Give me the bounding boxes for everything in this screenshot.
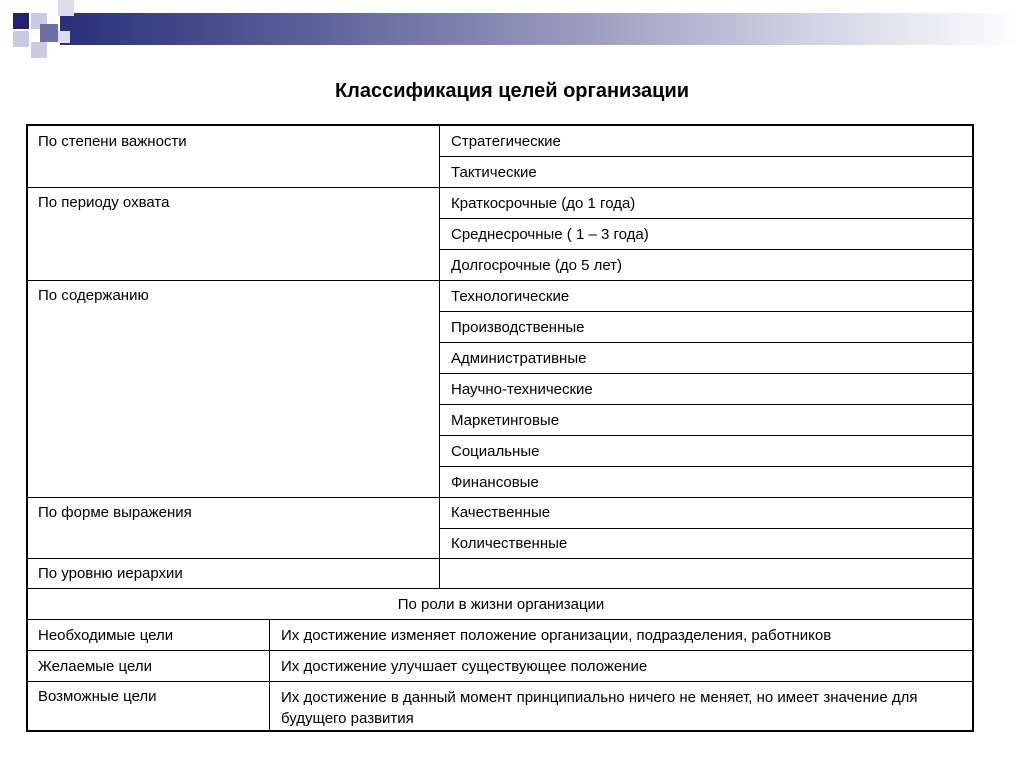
- classification-table: [26, 124, 974, 732]
- group-value: Научно-технические: [451, 381, 593, 398]
- deco-square-mid: [40, 24, 58, 42]
- row-divider: [439, 466, 974, 467]
- group-value: Социальные: [451, 443, 540, 460]
- group-divider: [28, 681, 974, 682]
- deco-square-light: [31, 42, 47, 58]
- header-decoration: [0, 0, 1024, 60]
- group-value: Долгосрочные (до 5 лет): [451, 257, 623, 274]
- group-value: Качественные: [451, 504, 551, 521]
- group-label: По степени важности: [38, 133, 187, 150]
- row-divider: [439, 404, 974, 405]
- group-divider: [28, 588, 974, 589]
- page-title: Классификация целей организации: [334, 80, 690, 102]
- group-divider: [28, 497, 974, 498]
- group-divider: [28, 650, 974, 651]
- row-divider: [439, 311, 974, 312]
- deco-square-light: [58, 31, 70, 43]
- group-label: По содержанию: [38, 287, 149, 304]
- group-divider: [28, 280, 974, 281]
- deco-square-light: [58, 0, 74, 16]
- column-divider: [269, 619, 270, 732]
- group-value: Финансовые: [451, 474, 539, 491]
- group-value: Стратегические: [451, 133, 561, 150]
- row-divider: [439, 156, 974, 157]
- row-divider: [439, 373, 974, 374]
- group-value: Производственные: [451, 319, 585, 336]
- role-name: Необходимые цели: [38, 627, 174, 644]
- row-divider: [439, 435, 974, 436]
- group-divider: [28, 558, 974, 559]
- group-label: По уровню иерархии: [38, 565, 183, 582]
- group-value: Маркетинговые: [451, 412, 560, 429]
- group-label: По форме выражения: [38, 504, 192, 521]
- group-value: Технологические: [451, 288, 570, 305]
- row-divider: [439, 249, 974, 250]
- group-divider: [28, 187, 974, 188]
- row-divider: [439, 218, 974, 219]
- group-divider: [28, 619, 974, 620]
- column-divider: [439, 126, 440, 588]
- group-value: Тактические: [451, 164, 537, 181]
- gradient-bar: [60, 13, 1024, 45]
- group-label: По периоду охвата: [38, 194, 170, 211]
- row-divider: [439, 342, 974, 343]
- role-section-header: По роли в жизни организации: [397, 596, 605, 613]
- deco-square-dark: [13, 13, 29, 29]
- role-name: Желаемые цели: [38, 658, 152, 675]
- role-desc: Их достижение изменяет положение организации, подразделения, работников: [281, 627, 832, 644]
- group-value: Среднесрочные ( 1 – 3 года): [451, 226, 649, 243]
- role-desc: Их достижение улучшает существующее положение: [281, 658, 648, 675]
- role-desc: Их достижение в данный момент принципиально ничего не меняет, но имеет значение для будущего развития: [281, 689, 918, 727]
- row-divider: [439, 528, 974, 529]
- deco-square-light: [13, 31, 29, 47]
- role-name: Возможные цели: [38, 688, 157, 705]
- group-value: Краткосрочные (до 1 года): [451, 195, 636, 212]
- group-value: Количественные: [451, 535, 568, 552]
- group-value: Административные: [451, 350, 587, 367]
